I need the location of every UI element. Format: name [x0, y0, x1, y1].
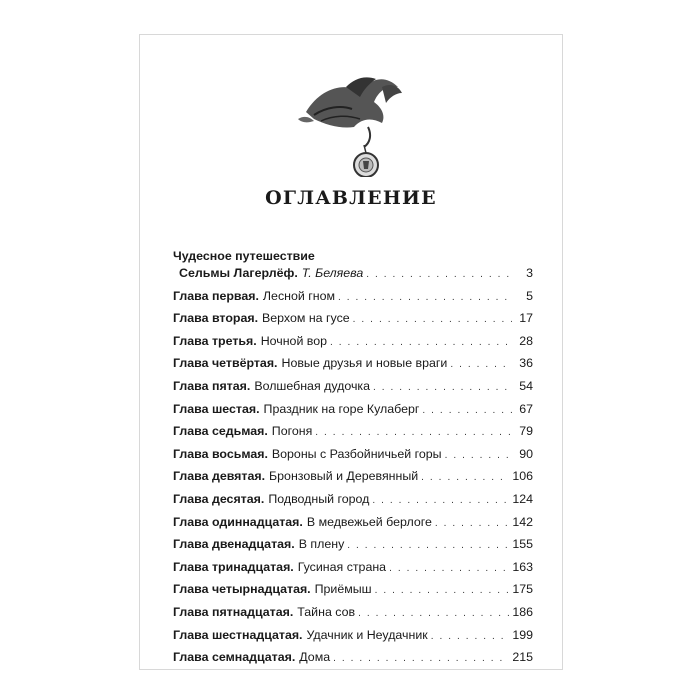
chapter-label: Глава девятая.	[173, 469, 266, 484]
intro-title-line1: Чудесное путешествие	[173, 249, 315, 263]
leader-dots	[372, 495, 509, 506]
chapter-label: Глава шестнадцатая.	[173, 627, 303, 642]
page-number: 215	[512, 650, 533, 665]
chapter-title: Удачник и Неудачник	[306, 627, 428, 642]
leader-dots	[338, 292, 512, 303]
toc-chapter-row	[173, 492, 533, 515]
toc-intro-line1	[173, 249, 533, 266]
chapter-list	[173, 289, 533, 673]
toc-chapter-row	[173, 605, 533, 628]
page-number: 124	[512, 491, 533, 506]
toc-chapter-row	[173, 537, 533, 560]
chapter-label: Глава четырнадцатая.	[173, 582, 311, 597]
page-number: 106	[512, 469, 533, 484]
leader-dots	[373, 382, 512, 393]
toc-chapter-row	[173, 582, 533, 605]
toc-intro-line2	[173, 266, 533, 289]
leader-dots	[422, 405, 512, 416]
leader-dots	[445, 450, 512, 461]
page-number: 79	[519, 424, 533, 439]
chapter-label: Глава тринадцатая.	[173, 559, 294, 574]
page-title: ОГЛАВЛЕНИЕ	[265, 187, 437, 209]
toc-chapter-row	[173, 515, 533, 538]
chapter-label: Глава седьмая.	[173, 424, 268, 439]
intro-title-line2: Сельмы Лагерлёф.	[179, 266, 298, 280]
chapter-title: Гусиная страна	[297, 559, 387, 574]
toc-chapter-row	[173, 447, 533, 470]
leader-dots	[431, 631, 510, 642]
page-number: 54	[519, 378, 533, 393]
chapter-label: Глава пятая.	[173, 378, 251, 393]
chapter-title: В плену	[298, 537, 345, 552]
toc-chapter-row	[173, 628, 533, 651]
toc-chapter-row	[173, 560, 533, 583]
chapter-title: Праздник на горе Кулаберг	[263, 401, 420, 416]
toc-chapter-row	[173, 469, 533, 492]
chapter-title: Приёмыш	[314, 582, 372, 597]
chapter-label: Глава четвёртая.	[173, 356, 278, 371]
toc-chapter-row	[173, 424, 533, 447]
chapter-title: Верхом на гусе	[262, 311, 350, 326]
gnome-riding-goose-illustration	[286, 57, 416, 177]
page-number: 90	[519, 446, 533, 461]
toc-chapter-row	[173, 402, 533, 425]
chapter-title: Волшебная дудочка	[254, 378, 371, 393]
chapter-label: Глава вторая.	[173, 311, 259, 326]
chapter-title: Погоня	[271, 424, 313, 439]
leader-dots	[435, 518, 509, 529]
chapter-title: Бронзовый и Деревянный	[269, 469, 419, 484]
leader-dots	[333, 653, 509, 664]
chapter-label: Глава восьмая.	[173, 446, 268, 461]
leader-dots	[358, 608, 509, 619]
intro-author: Т. Беляева	[301, 266, 364, 280]
toc-chapter-row	[173, 334, 533, 357]
leader-dots	[421, 472, 509, 483]
chapter-title: Лесной гном	[262, 288, 336, 303]
toc-chapter-row	[173, 289, 533, 312]
page-number: 17	[519, 311, 533, 326]
leader-dots	[330, 337, 512, 348]
toc-chapter-row	[173, 311, 533, 334]
toc-chapter-row	[173, 650, 533, 673]
page-number: 3	[526, 266, 533, 280]
page-number: 175	[512, 582, 533, 597]
leader-dots	[347, 540, 509, 551]
chapter-label: Глава десятая.	[173, 491, 265, 506]
page-number: 155	[512, 537, 533, 552]
chapter-label: Глава двенадцатая.	[173, 537, 295, 552]
toc-chapter-row	[173, 379, 533, 402]
leader-dots	[353, 314, 512, 325]
chapter-title: Новые друзья и новые враги	[281, 356, 448, 371]
leader-dots	[450, 359, 512, 370]
page-number: 186	[512, 604, 533, 619]
leader-dots	[366, 269, 512, 280]
page-number: 199	[512, 627, 533, 642]
chapter-title: Ночной вор	[260, 333, 328, 348]
chapter-title: Вороны с Разбойничьей горы	[271, 446, 442, 461]
leader-dots	[389, 563, 509, 574]
leader-dots	[315, 427, 512, 438]
chapter-label: Глава третья.	[173, 333, 257, 348]
chapter-title: Тайна сов	[297, 604, 356, 619]
book-page	[139, 34, 563, 670]
page-number: 163	[512, 559, 533, 574]
toc-chapter-row	[173, 356, 533, 379]
page-number: 67	[519, 401, 533, 416]
page-number: 36	[519, 356, 533, 371]
chapter-label: Глава семнадцатая.	[173, 650, 296, 665]
leader-dots	[375, 585, 510, 596]
chapter-label: Глава первая.	[173, 288, 259, 303]
chapter-title: В медвежьей берлоге	[306, 514, 432, 529]
page-number: 28	[519, 333, 533, 348]
page-number: 142	[512, 514, 533, 529]
page-number: 5	[526, 288, 533, 303]
chapter-title: Подводный город	[268, 491, 370, 506]
chapter-label: Глава пятнадцатая.	[173, 604, 294, 619]
chapter-label: Глава шестая.	[173, 401, 260, 416]
chapter-title: Дома	[299, 650, 331, 665]
table-of-contents	[173, 249, 533, 673]
chapter-label: Глава одиннадцатая.	[173, 514, 303, 529]
